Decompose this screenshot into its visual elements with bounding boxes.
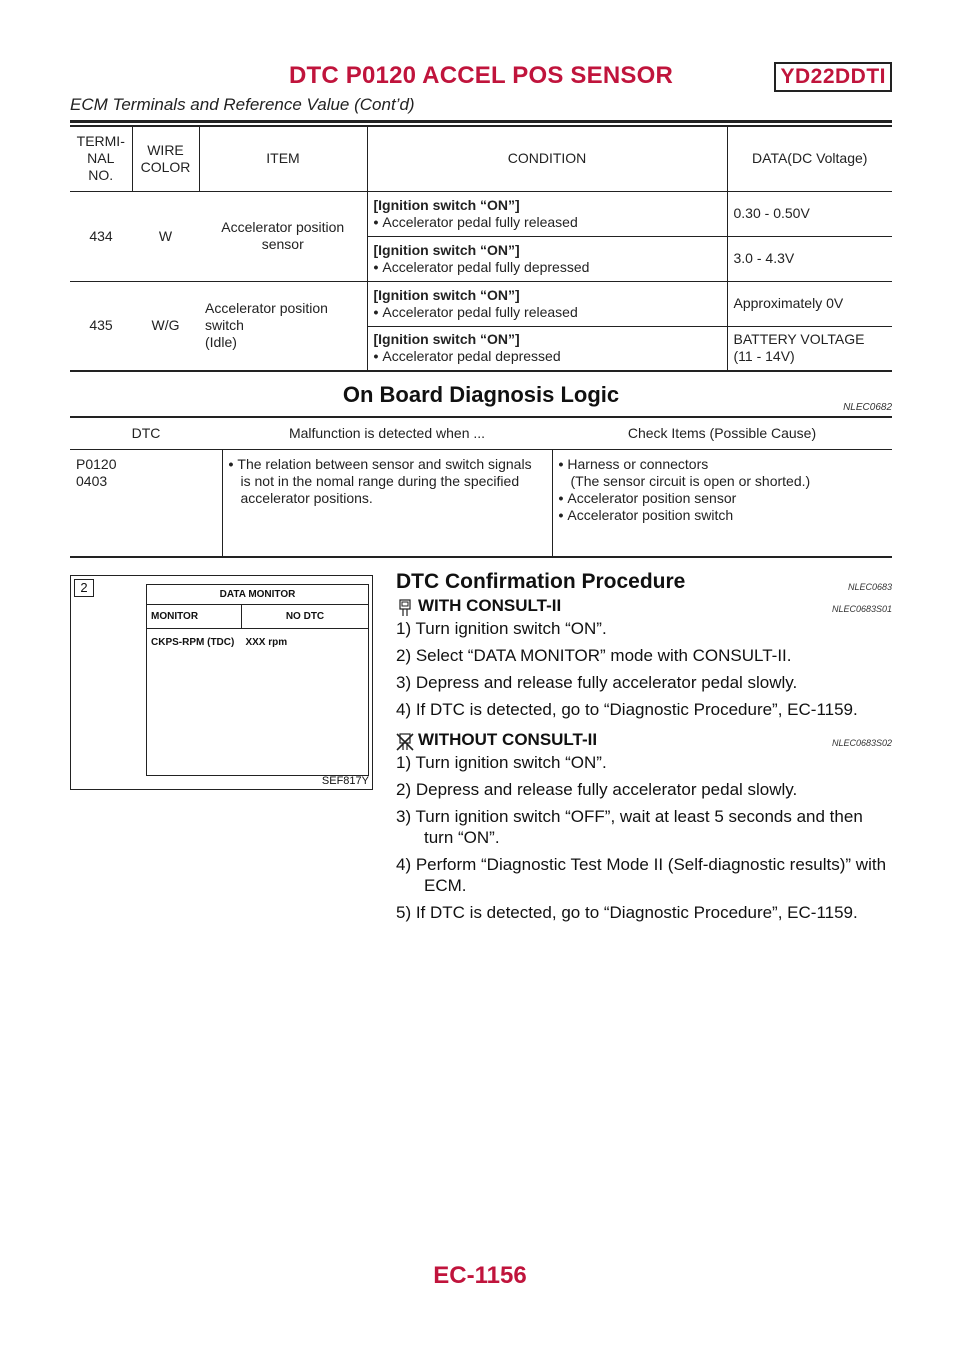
procedure-title xyxy=(396,570,892,594)
with-consult-title: WITH CONSULT-II xyxy=(418,596,562,615)
data-value: Approximately 0V xyxy=(727,281,892,326)
col-malfunction: Malfunction is detected when ... xyxy=(222,418,552,449)
table-row xyxy=(70,449,892,557)
wire-color: W xyxy=(132,191,199,281)
screen-columns xyxy=(147,605,368,629)
data-value: 0.30 - 0.50V xyxy=(727,191,892,236)
check-item: • Harness or connectors (The sensor circuit is open or shorted.) xyxy=(559,456,887,490)
step-item: 1) Turn ignition switch “ON”. xyxy=(396,619,607,638)
condition-bullet: • Accelerator pedal fully released xyxy=(374,304,721,321)
consult-tester-icon xyxy=(396,599,414,617)
condition-heading: [Ignition switch “ON”] xyxy=(373,331,520,348)
condition xyxy=(367,326,727,371)
model-badge: YD22DDTI xyxy=(774,62,892,92)
screen-row: CKPS-RPM (TDC) XXX rpm xyxy=(151,637,288,648)
with-consult-code: NLEC0683S01 xyxy=(831,604,892,614)
screen-col-status: NO DTC xyxy=(285,611,325,622)
col-wire: WIRE COLOR xyxy=(132,127,199,191)
page-header xyxy=(70,62,892,122)
section-code: NLEC0682 xyxy=(843,402,892,413)
procedure-code: NLEC0683 xyxy=(847,582,892,592)
without-consult-steps xyxy=(396,752,892,923)
figure-code: SEF817Y xyxy=(321,775,369,787)
col-terminal: TERMI- NAL NO. xyxy=(70,127,132,191)
data-value: 3.0 - 4.3V xyxy=(727,236,892,281)
check-items xyxy=(552,449,892,557)
section-title-diagnosis: On Board Diagnosis Logic xyxy=(342,382,620,407)
condition xyxy=(367,191,727,236)
diagnosis-table xyxy=(70,418,892,558)
col-dtc: DTC xyxy=(70,418,222,449)
terminal-table xyxy=(70,127,892,372)
condition-heading: [Ignition switch “ON”] xyxy=(373,196,520,213)
step-item: 4) Perform “Diagnostic Test Mode II (Self-diagnostic results)” with ECM. xyxy=(396,855,887,895)
procedure-title-text: DTC Confirmation Procedure xyxy=(396,570,686,593)
table-header-row xyxy=(70,418,892,449)
col-data: DATA(DC Voltage) xyxy=(727,127,892,191)
with-consult-heading xyxy=(396,596,892,616)
data-monitor-screen xyxy=(146,584,369,776)
terminal-no: 435 xyxy=(70,281,132,371)
col-item: ITEM xyxy=(199,127,367,191)
figure-mark: 2 xyxy=(74,579,94,597)
page-number: EC-1156 xyxy=(433,1262,527,1289)
condition-heading: [Ignition switch “ON”] xyxy=(373,286,520,303)
condition-heading: [Ignition switch “ON”] xyxy=(373,241,520,258)
table-header-row xyxy=(70,127,892,191)
screen-title: DATA MONITOR xyxy=(147,585,368,605)
item: Accelerator position switch (Idle) xyxy=(199,281,367,371)
condition xyxy=(367,236,727,281)
without-consult-title: WITHOUT CONSULT-II xyxy=(418,730,598,749)
condition-bullet: • Accelerator pedal depressed xyxy=(374,348,721,365)
condition-bullet: • Accelerator pedal fully depressed xyxy=(374,259,721,276)
page-subtitle: ECM Terminals and Reference Value (Cont’d) xyxy=(70,95,415,114)
check-item: • Accelerator position sensor xyxy=(559,490,887,507)
col-check-items: Check Items (Possible Cause) xyxy=(552,418,892,449)
page-title: DTC P0120 ACCEL POS SENSOR xyxy=(289,62,673,89)
step-item: 3) Depress and release fully accelerator pedal slowly. xyxy=(396,673,798,692)
wire-color: W/G xyxy=(132,281,199,371)
screen-col-monitor: MONITOR xyxy=(147,605,242,629)
terminal-no: 434 xyxy=(70,191,132,281)
no-tester-icon xyxy=(396,733,414,751)
with-consult-steps xyxy=(396,618,892,720)
condition xyxy=(367,281,727,326)
step-item: 3) Turn ignition switch “OFF”, wait at least 5 seconds and then turn “ON”. xyxy=(396,807,863,847)
check-item: • Accelerator position switch xyxy=(559,507,887,524)
step-item: 5) If DTC is detected, go to “Diagnostic Procedure”, EC-1159. xyxy=(396,903,858,922)
table-row xyxy=(70,281,892,326)
malfunction-text xyxy=(222,449,552,557)
table-row xyxy=(70,191,892,236)
header-rule xyxy=(70,120,892,123)
step-item: 2) Depress and release fully accelerator pedal slowly. xyxy=(396,780,798,799)
without-consult-heading xyxy=(396,730,892,750)
condition-bullet: • Accelerator pedal fully released xyxy=(374,214,721,231)
without-consult-code: NLEC0683S02 xyxy=(831,738,892,748)
confirmation-procedure xyxy=(396,570,892,923)
step-item: 4) If DTC is detected, go to “Diagnostic Procedure”, EC-1159. xyxy=(396,700,858,719)
malfunction-bullet: • The relation between sensor and switch signals is not in the nomal range during the specified accelerator positions. xyxy=(229,456,546,507)
col-condition: CONDITION xyxy=(367,127,727,191)
step-item: 2) Select “DATA MONITOR” mode with CONSULT-II. xyxy=(396,646,792,665)
item: Accelerator position sensor xyxy=(199,191,367,281)
data-value: BATTERY VOLTAGE (11 - 14V) xyxy=(727,326,892,371)
step-item: 1) Turn ignition switch “ON”. xyxy=(396,753,607,772)
dtc-code: P0120 0403 xyxy=(70,449,222,557)
consult-screen-figure xyxy=(70,575,373,790)
